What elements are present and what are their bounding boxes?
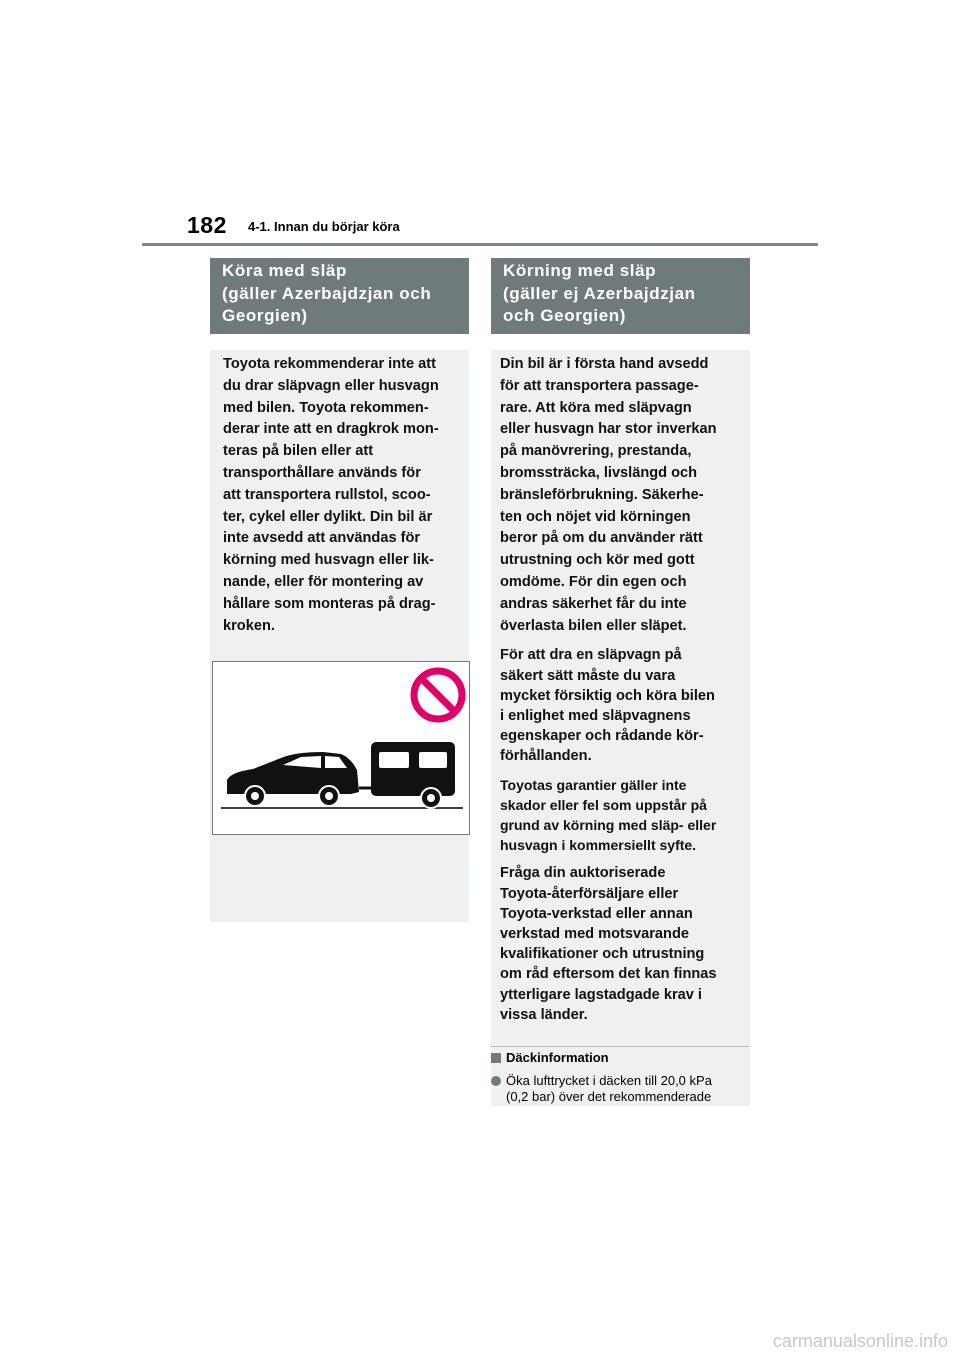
caravan-icon [371,742,455,808]
page-number: 182 [187,212,227,238]
right-paragraph-3: Toyotas garantier gäller inte skador eller fel som uppstår på grund av körning med släp- eller husvagn i kommersiellt syfte. [500,776,717,854]
right-paragraph-2: För att dra en släpvagn på säkert sätt måste du vara mycket försiktig och köra bilen i enlighet med släpvagnens egenskaper och rådande kör- förhållanden. [500,647,715,765]
prohibited-icon [414,671,462,719]
right-column-body [491,350,750,1106]
left-column-body [210,350,469,922]
right-paragraph-4: Fråga din auktoriserade Toyota-återförsäljare eller Toyota-verkstad eller annan verkstad med motsvarande kvalifikationer och utrustning om råd eftersom det kan finnas ytterligare lagstadgade krav i vissa länder. [500,865,717,1023]
left-paragraph: Toyota rekommenderar inte att du drar släpvagn eller husvagn med bilen. Toyota rekommen- derar inte att en dragkrok mon- teras på bilen eller att transporthållare används för att transportera rullstol, scoo- ter, cykel eller dylikt. Din bil är inte avsedd att användas för körning med husvagn eller lik- nande, eller för montering av hållare som monteras på drag- kroken. [223,356,439,634]
right-column-title: Körning med släp (gäller ej Azerbajdzjan och Georgien) [491,258,750,334]
car-icon [227,752,359,806]
left-column-title: Köra med släp (gäller Azerbajdzjan och Georgien) [210,258,469,334]
tire-info-item: Öka lufttrycket i däcken till 20,0 kPa (0,2 bar) över det rekommenderade [491,1073,753,1105]
right-column [491,258,750,1106]
info-divider [491,1046,749,1047]
square-bullet-icon [491,1053,501,1063]
right-paragraph-1: Din bil är i första hand avsedd för att transportera passage- rare. Att köra med släpvagn eller husvagn har stor inverkan på manövrering, prestanda, bromssträcka, livslängd och bränsleförbrukning. Säkerhe- ten och nöjet vid körningen beror på om du använder rätt utrustning och kör med gott omdöme. För din egen och andras säkerhet får du inte överlasta bilen eller släpet. [500,356,717,634]
towing-prohibited-illustration [212,661,470,835]
section-title: 4-1. Innan du börjar köra [248,219,400,234]
header-rule [142,243,818,246]
watermark: carmanualsonline.info [772,1331,948,1351]
tire-info-heading: Däckinformation [491,1050,609,1065]
circle-bullet-icon [491,1076,501,1086]
left-column [210,258,469,922]
